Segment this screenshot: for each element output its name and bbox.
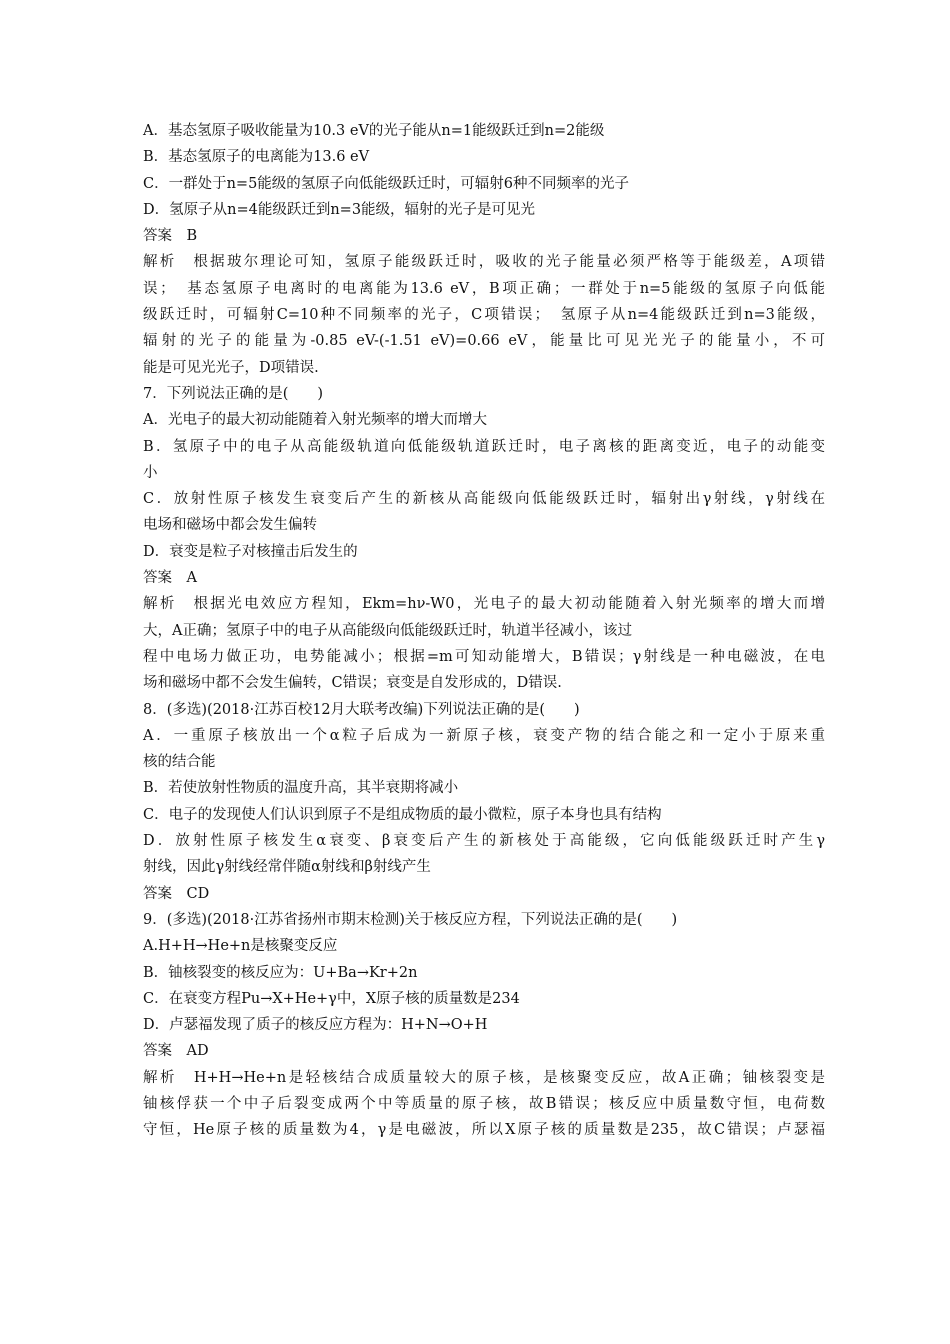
answer-line: 答案 AD [143,1043,209,1060]
text-line: A.H+H→He+n是核聚变反应 [143,938,338,955]
text-line: 小 [143,464,158,481]
text-line: D．氢原子从n=4能级跃迁到n=3能级，辐射的光子是可见光 [143,201,536,218]
text-line: A．光电子的最大初动能随着入射光频率的增大而增大 [143,412,487,429]
text-line: 电场和磁场中都会发生偏转 [143,517,317,534]
text-line: D．放射性原子核发生α衰变、β衰变后产生的新核处于高能级，它向低能级跃迁时产生γ [143,833,825,850]
text-line: 解析 根据玻尔理论可知，氢原子能级跃迁时，吸收的光子能量必须严格等于能级差，A项错 [143,254,825,271]
text-line: 程中电场力做正功，电势能减小；根据=m可知动能增大，B错误；γ射线是一种电磁波，在电 [143,648,825,665]
question-title: 8．(多选)(2018·江苏百校12月大联考改编)下列说法正确的是( ) [143,701,580,718]
text-line: B．基态氢原子的电离能为13.6 eV [143,149,370,166]
text-line: B．氢原子中的电子从高能级轨道向低能级轨道跃迁时，电子离核的距离变近，电子的动能变 [143,438,825,455]
answer-line: 答案 B [143,228,198,245]
text-line: 核的结合能 [143,754,216,771]
text-line: 场和磁场中都不会发生偏转，C错误；衰变是自发形成的，D错误. [143,675,562,692]
text-line: 铀核俘获一个中子后裂变成两个中等质量的原子核，故B错误；核反应中质量数守恒，电荷数 [143,1095,825,1112]
text-line: 级跃迁时，可辐射C=10种不同频率的光子，C项错误； 氢原子从n=4能级跃迁到n=3能级， [143,307,825,324]
text-line: D．卢瑟福发现了质子的核反应方程为：H+N→O+H [143,1017,488,1034]
text-line: C．一群处于n=5能级的氢原子向低能级跃迁时，可辐射6种不同频率的光子 [143,175,630,192]
text-line: A．一重原子核放出一个α粒子后成为一新原子核，衰变产物的结合能之和一定小于原来重 [143,727,825,744]
text-line: 守恒，He原子核的质量数为4，γ是电磁波，所以X原子核的质量数是235，故C错误；卢瑟福 [143,1122,825,1139]
text-line: C．在衰变方程Pu→X+He+γ中，X原子核的质量数是234 [143,990,520,1007]
document-page [143,118,825,1144]
question-title: 9．(多选)(2018·江苏省扬州市期末检测)关于核反应方程，下列说法正确的是( ) [143,911,678,928]
text-line: 能是可见光光子，D项错误. [143,359,319,376]
text-line: 辐射的光子的能量为-0.85 eV-(-1.51 eV)=0.66 eV，能量比可见光光子的能量小，不可 [143,333,825,350]
text-line: 大，A正确；氢原子中的电子从高能级向低能级跃迁时，轨道半径减小，该过 [143,622,632,639]
text-line: 射线，因此γ射线经常伴随α射线和β射线产生 [143,859,431,876]
text-line: 解析 根据光电效应方程知，Ekm=hν-W0，光电子的最大初动能随着入射光频率的增大而增 [143,596,825,613]
text-line: A．基态氢原子吸收能量为10.3 eV的光子能从n=1能级跃迁到n=2能级 [143,123,605,139]
text-line: C．放射性原子核发生衰变后产生的新核从高能级向低能级跃迁时，辐射出γ射线，γ射线在 [143,491,825,508]
answer-line: 答案 A [143,570,197,587]
text-line: D．衰变是粒子对核撞击后发生的 [143,543,358,560]
text-line: 解析 H+H→He+n是轻核结合成质量较大的原子核，是核聚变反应，故A正确；铀核裂变是 [143,1069,825,1086]
question-title: 7．下列说法正确的是( ) [143,385,324,402]
text-line: B．铀核裂变的核反应为：U+Ba→Kr+2n [143,964,418,981]
text-line: B．若使放射性物质的温度升高，其半衰期将减小 [143,780,459,797]
text-line: 误； 基态氢原子电离时的电离能为13.6 eV，B项正确；一群处于n=5能级的氢原子向低能 [143,280,825,297]
text-line: C．电子的发现使人们认识到原子不是组成物质的最小微粒，原子本身也具有结构 [143,806,662,823]
answer-line: 答案 CD [143,885,210,902]
